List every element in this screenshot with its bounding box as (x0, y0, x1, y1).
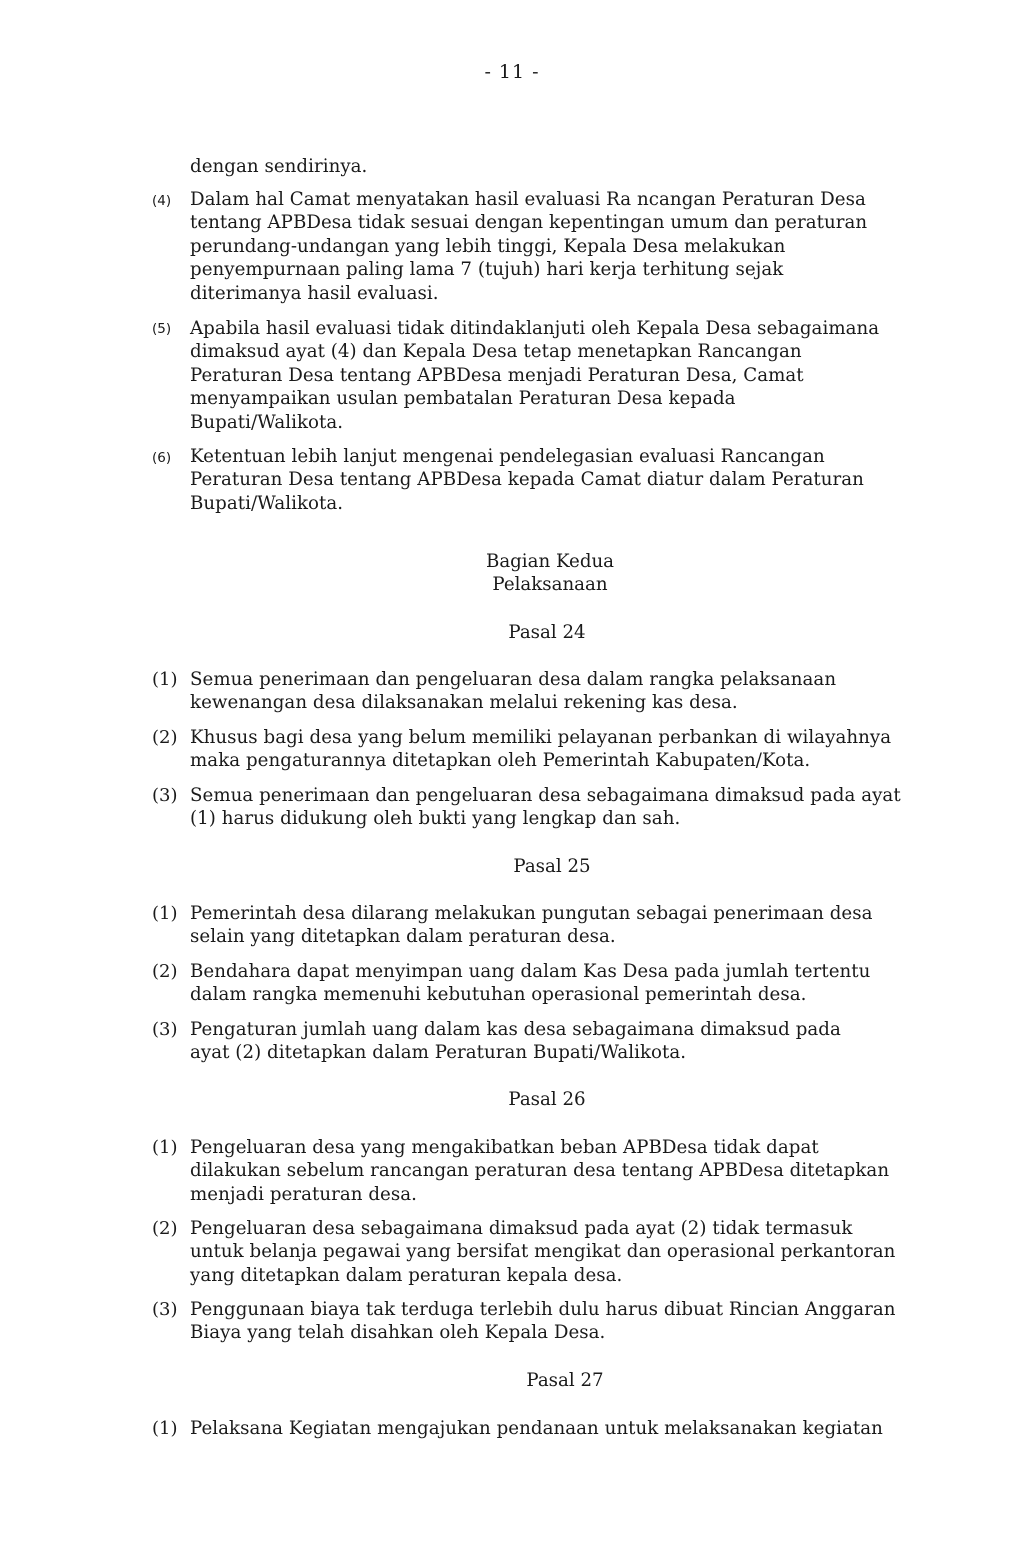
clause-text: Pengeluaran desa sebagaimana dimaksud pada ayat (2) tidak termasuk untuk belanja pegawai yang bersifat mengikat dan operasional perkantoran yang ditetapkan dalam peraturan kepala desa. (190, 1218, 896, 1286)
section-part-heading: Bagian Kedua (485, 551, 615, 572)
page-number: - 11 - (484, 61, 540, 83)
clause-number: (2) (152, 727, 178, 748)
clause-text: Pelaksana Kegiatan mengajukan pendanaan untuk melaksanakan kegiatan (190, 1418, 883, 1439)
clause-number: (4) (152, 193, 172, 209)
clause-number: (3) (152, 785, 178, 806)
clause-number: (3) (152, 1299, 178, 1320)
clause-number: (1) (152, 1137, 178, 1158)
clause-text: Apabila hasil evaluasi tidak ditindaklanjuti oleh Kepala Desa sebagaimana dimaksud ayat (4) dan Kepala Desa tetap menetapkan Rancangan Peraturan Desa tentang APBDesa menjadi Peraturan Desa, Camat menyampaikan usulan pembatalan Peraturan Desa kepada Bupati/Walikota. (190, 318, 880, 433)
clause-text: Dalam hal Camat menyatakan hasil evaluasi Ra ncangan Peraturan Desa tentang APBDesa tidak sesuai dengan kepentingan umum dan peraturan perundang-undangan yang lebih tinggi, Kepala Desa melakukan penyempurnaan paling lama 7 (tujuh) hari kerja terhitung sejak diterimanya hasil evaluasi. (190, 189, 868, 304)
clause-text: Pengeluaran desa yang mengakibatkan beban APBDesa tidak dapat dilakukan sebelum rancangan peraturan desa tentang APBDesa ditetapkan menjadi peraturan desa. (190, 1137, 890, 1205)
clause-number: (3) (152, 1019, 178, 1040)
clause-text: Khusus bagi desa yang belum memiliki pelayanan perbankan di wilayahnya maka pengaturannya ditetapkan oleh Pemerintah Kabupaten/Kota. (190, 727, 892, 772)
clause-number: (1) (152, 903, 178, 924)
clause-number: (5) (152, 321, 172, 337)
clause-number: (6) (152, 450, 172, 466)
clause-number: (1) (152, 669, 178, 690)
clause-text: Semua penerimaan dan pengeluaran desa sebagaimana dimaksud pada ayat (1) harus didukung oleh bukti yang lengkap dan sah. (190, 785, 901, 830)
clause-number: (2) (152, 961, 178, 982)
pasal-27-heading: Pasal 27 (526, 1370, 604, 1391)
clause-text: Semua penerimaan dan pengeluaran desa dalam rangka pelaksanaan kewenangan desa dilaksanakan melalui rekening kas desa. (190, 669, 837, 714)
clause-text: Pengaturan jumlah uang dalam kas desa sebagaimana dimaksud pada ayat (2) ditetapkan dalam Peraturan Bupati/Walikota. (190, 1019, 841, 1064)
clause-text: Ketentuan lebih lanjut mengenai pendelegasian evaluasi Rancangan Peraturan Desa tentang APBDesa kepada Camat diatur dalam Peraturan Bupati/Walikota. (190, 446, 864, 514)
clause-number: (1) (152, 1418, 178, 1439)
pasal-26-heading: Pasal 26 (508, 1089, 586, 1110)
pasal-25-heading: Pasal 25 (513, 856, 591, 877)
clause-text: Penggunaan biaya tak terduga terlebih dulu harus dibuat Rincian Anggaran Biaya yang telah disahkan oleh Kepala Desa. (190, 1299, 896, 1344)
pasal-24-heading: Pasal 24 (508, 622, 586, 643)
clause-text: Bendahara dapat menyimpan uang dalam Kas Desa pada jumlah tertentu dalam rangka memenuhi kebutuhan operasional pemerintah desa. (190, 961, 871, 1006)
section-title-heading: Pelaksanaan (492, 574, 608, 595)
clause-text: Pemerintah desa dilarang melakukan pungutan sebagai penerimaan desa selain yang ditetapkan dalam peraturan desa. (190, 903, 873, 948)
clause-number: (2) (152, 1218, 178, 1239)
continuation-text: dengan sendirinya. (190, 156, 368, 177)
